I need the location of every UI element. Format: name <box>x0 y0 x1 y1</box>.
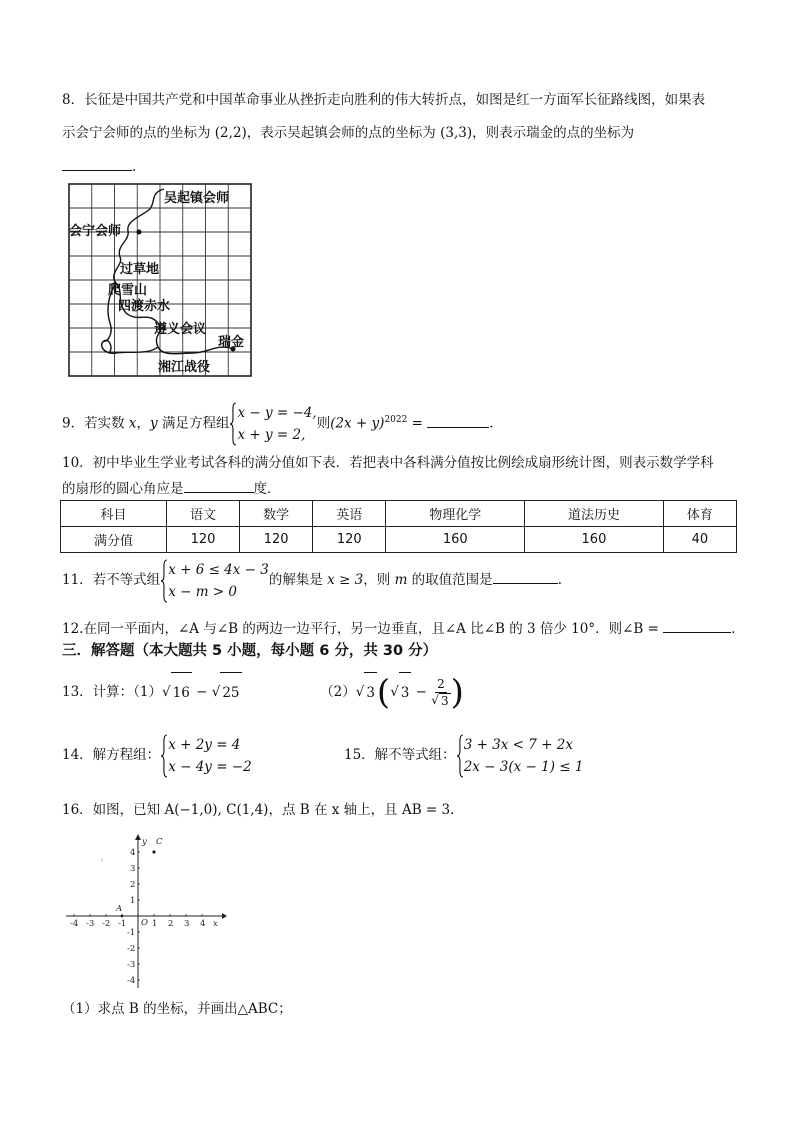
sqrt-sign: √ 25 <box>212 672 242 713</box>
q11-system: x + 6 ≤ 4x − 3 x − m > 0 <box>160 559 269 603</box>
sqrt-sign: √ 3 <box>390 672 411 713</box>
map-label-zunyi: 遵义会议 <box>154 322 207 337</box>
q8-line1: 8．长征是中国共产党和中国革命事业从挫折走向胜利的伟大转折点，如图是红一方面军长征路线图，如果表 <box>62 92 706 108</box>
table-header: 科目 <box>61 501 167 527</box>
score-table <box>60 500 737 553</box>
q16-subquestion-1: （1）求点 B 的坐标，并画出△ABC； <box>62 1001 292 1017</box>
x-axis-label: x <box>213 919 218 929</box>
sqrt-sign: √ 3 <box>356 672 377 713</box>
y-tick: -2 <box>127 944 136 954</box>
q10-line2: 的扇形的圆心角应是 度． <box>62 478 281 499</box>
table-cell: 120 <box>240 527 313 553</box>
table-header: 数学 <box>240 501 313 527</box>
y-tick: 2 <box>130 880 136 890</box>
map-label-wuqi: 吴起镇会师 <box>164 191 230 206</box>
point-A-label: A <box>116 904 123 914</box>
table-cell: 160 <box>525 527 664 553</box>
point-C-label: C <box>156 837 163 847</box>
x-tick: -4 <box>70 919 79 929</box>
q8-end: . <box>132 159 137 175</box>
y-tick: -4 <box>127 976 136 986</box>
table-cell: 160 <box>386 527 525 553</box>
left-brace-icon <box>456 734 464 778</box>
q10-line1: 10．初中毕业生学业考试各科的满分值如下表．若把表中各科满分值按比例绘成扇形统计图，则表示数学学科 <box>62 455 714 471</box>
table-cell: 120 <box>313 527 386 553</box>
y-tick: -1 <box>127 928 136 938</box>
table-cell: 满分值 <box>61 527 167 553</box>
q9-answer-blank[interactable] <box>427 413 489 428</box>
x-tick: -1 <box>118 919 127 929</box>
map-label-chishui: 四渡赤水 <box>118 299 171 314</box>
q14: 14．解方程组： x + 2y = 4 x − 4y = −2 <box>62 733 252 778</box>
table-header: 物理化学 <box>386 501 525 527</box>
q8-answer-blank[interactable] <box>62 156 132 171</box>
q15-system: 3 + 3x < 7 + 2x 2x − 3(x − 1) ≤ 1 <box>456 734 584 778</box>
x-tick: 3 <box>184 919 190 929</box>
q11: 11．若不等式组 x + 6 ≤ 4x − 3 x − m > 0 的解集是 x ≥ 3，则 m 的取值范围是 ． <box>62 558 571 603</box>
map-label-xueshan: 爬雪山 <box>108 283 148 298</box>
left-brace-icon <box>160 559 168 603</box>
table-header: 语文 <box>166 501 239 527</box>
y-axis-label: y <box>142 837 147 847</box>
q11-answer-blank[interactable] <box>493 569 558 584</box>
point-A <box>121 915 124 918</box>
table-row <box>61 527 737 553</box>
q12-answer-blank[interactable] <box>663 618 731 633</box>
y-tick: 3 <box>130 864 136 874</box>
x-tick: 2 <box>168 919 174 929</box>
coordinate-plane <box>62 832 227 992</box>
y-tick: -3 <box>127 960 136 970</box>
q12: 12.在同一平面内，∠A 与∠B 的两边一边平行，另一边垂直，且∠A 比∠B 的 3 倍少 10°．则∠B = ． <box>62 618 745 639</box>
q9: 9．若实数 x，y 满足方程组 x − y = −4, x + y = 2, 则$(2x + y)^{2022}$ = . <box>62 398 494 446</box>
map-label-ruijin: 瑞金 <box>218 335 245 350</box>
q13: 13．计算：（1）√ 16 − √ 25 （2）√ 3 (√ 3 − 2 √ 3 ) <box>62 672 464 713</box>
x-tick: -2 <box>102 919 111 929</box>
map-label-xiangjiang: 湘江战役 <box>158 360 211 375</box>
table-header: 英语 <box>313 501 386 527</box>
table-cell: 120 <box>166 527 239 553</box>
sqrt-sign: √ 16 <box>162 672 192 713</box>
origin-label: O <box>141 918 148 928</box>
q9-system: x − y = −4, x + y = 2, <box>229 402 316 446</box>
table-row <box>61 501 737 527</box>
x-tick: -3 <box>86 919 95 929</box>
table-cell: 40 <box>663 527 736 553</box>
q16-text: 16．如图，已知 A(−1,0), C(1,4)，点 B 在 x 轴上，且 AB = 3． <box>62 802 464 818</box>
q10-answer-blank[interactable] <box>184 478 254 493</box>
long-march-map <box>68 183 253 378</box>
y-tick: 4 <box>130 848 136 858</box>
left-brace-icon <box>229 402 237 446</box>
fraction: 2 √ 3 <box>431 676 449 708</box>
point-C <box>152 850 155 853</box>
x-tick: 4 <box>200 919 206 929</box>
table-header: 体育 <box>663 501 736 527</box>
section-3-title: 三．解答题（本大题共 5 小题，每小题 6 分，共 30 分） <box>62 643 438 659</box>
q14-system: x + 2y = 4 x − 4y = −2 <box>160 734 252 778</box>
table-header: 道法历史 <box>525 501 664 527</box>
q8-line3 <box>62 156 136 177</box>
map-label-caodi: 过草地 <box>120 262 160 277</box>
map-label-huining: 会宁会师 <box>69 224 122 239</box>
q15: 15．解不等式组： 3 + 3x < 7 + 2x 2x − 3(x − 1) ≤ 1 <box>344 733 584 778</box>
left-brace-icon <box>160 734 168 778</box>
q8-line2: 示会宁会师的点的坐标为 (2,2)，表示吴起镇会师的点的坐标为 (3,3)，则表示瑞金的点的坐标为 <box>62 125 635 141</box>
x-tick: 1 <box>152 919 158 929</box>
y-tick: 1 <box>130 896 136 906</box>
